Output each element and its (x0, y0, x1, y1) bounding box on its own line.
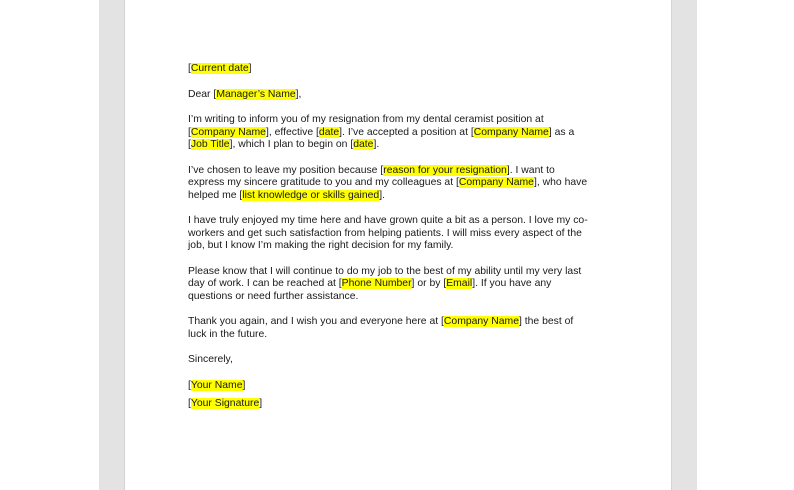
job-title-placeholder: Job Title (190, 139, 230, 150)
new-company-placeholder: Company Name (473, 126, 549, 138)
paragraph-reason: I’ve chosen to leave my position because [reason for your resignation]. I want to express my sincere gratitude to you and my colleagues at [Company Name], who have helped me [list knowledge or skills gained]. (188, 164, 588, 201)
date-placeholder: Current date (190, 63, 249, 74)
reason-placeholder: reason for your resignation (383, 164, 507, 176)
signature-line: [Your Signature] (188, 398, 263, 409)
paragraph-experience: I have truly enjoyed my time here and have grown quite a bit as a person. I love my co- workers and get such satisfaction from helping patients. I will miss every aspect of the job, but I know I’m making the right decision for my family. (188, 215, 588, 251)
closing: Sincerely, (188, 354, 233, 365)
paragraph-contact: Please know that I will continue to do my job to the best of my ability until my very last day of work. I can be reached at [Phone Number] or by [Email]. If you have any questions or need further assistance. (188, 265, 582, 302)
your-name-line: [Your Name] (188, 379, 246, 391)
your-name-placeholder: Your Name (190, 379, 243, 391)
manager-name-placeholder: Manager’s Name (216, 88, 296, 100)
email-placeholder: Email (446, 278, 473, 289)
letter-body[interactable] (188, 63, 608, 411)
skills-placeholder: list knowledge or skills gained (242, 189, 380, 201)
date-line: [Current date] (188, 63, 252, 74)
paragraph-thanks: Thank you again, and I wish you and everyone here at [Company Name] the best of luck in the future. (188, 316, 574, 340)
salutation: Dear [Manager’s Name], (188, 88, 302, 100)
company-name-placeholder: Company Name (458, 177, 534, 188)
company-name-placeholder: Company Name (190, 126, 266, 138)
signature-placeholder: Your Signature (190, 398, 260, 409)
effective-date-placeholder: date (318, 126, 340, 138)
company-name-placeholder: Company Name (443, 316, 519, 327)
phone-placeholder: Phone Number (341, 278, 412, 289)
start-date-placeholder: date (353, 139, 374, 150)
paragraph-resignation: I’m writing to inform you of my resignation from my dental ceramist position at [Company Name], effective [date]. I’ve accepted a position at [Company Name] as a [Job Title], which I plan to begin on [date]. (188, 114, 575, 150)
